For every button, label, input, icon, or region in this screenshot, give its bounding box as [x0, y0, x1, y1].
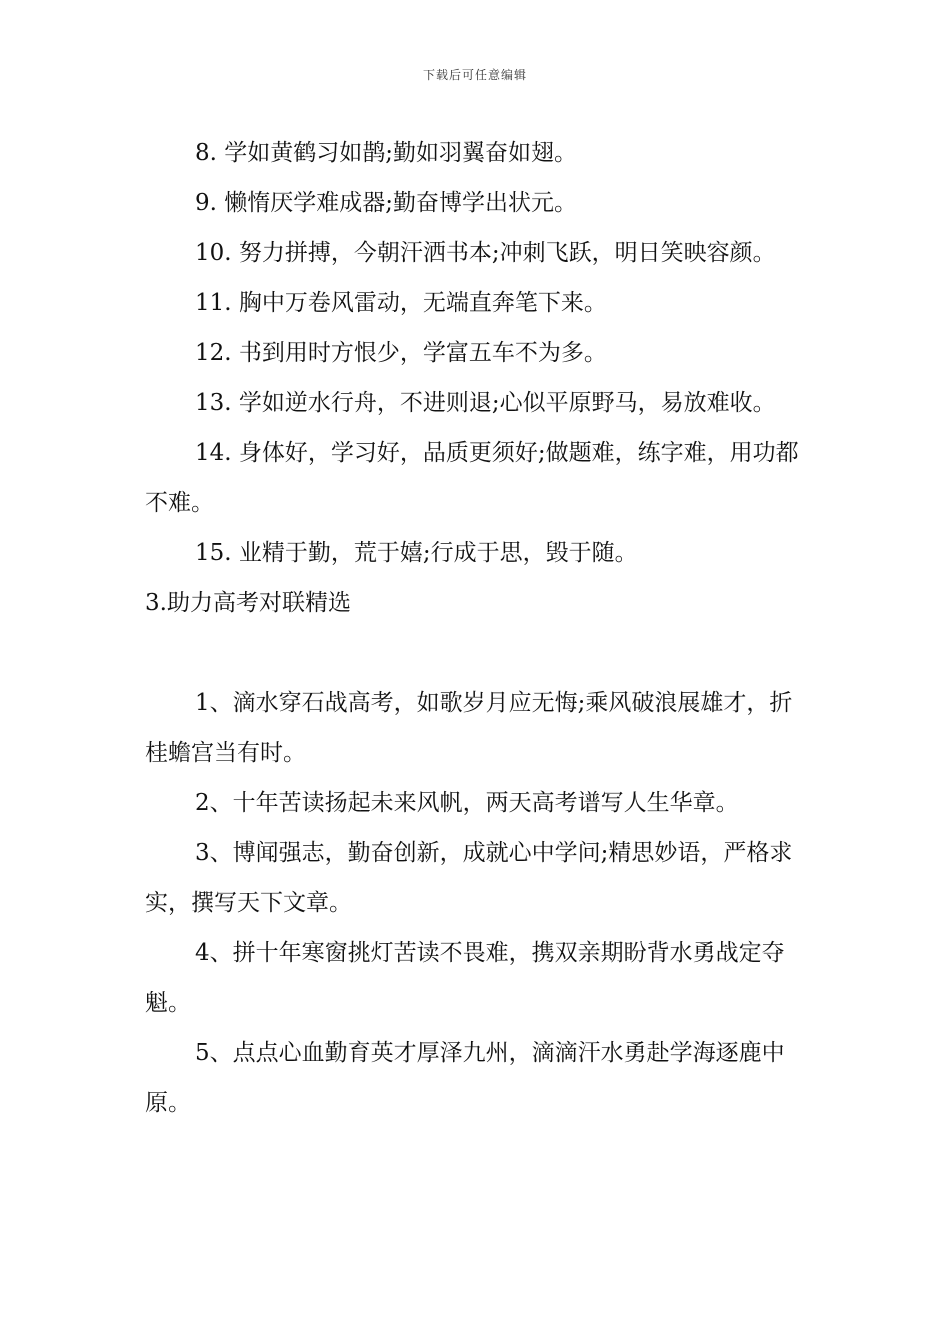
- list-item-11: 11. 胸中万卷风雷动，无端直奔笔下来。: [195, 290, 607, 316]
- couplet-item-2: 2、十年苦读扬起未来风帆，两天高考谱写人生华章。: [195, 790, 739, 816]
- couplet-item-4: 4、拼十年寒窗挑灯苦读不畏难，携双亲期盼背水勇战定夺魁。: [145, 940, 785, 1016]
- section-spacer: [145, 628, 810, 678]
- list-item-13: 13. 学如逆水行舟，不进则退;心似平原野马，易放难收。: [195, 390, 776, 416]
- list-item-8: 8. 学如黄鹤习如鹊;勤如羽翼奋如翅。: [195, 140, 578, 166]
- couplet-item-1: 1、滴水穿石战高考，如歌岁月应无悔;乘风破浪展雄才，折桂蟾宫当有时。: [145, 690, 793, 766]
- list-item-12: 12. 书到用时方恨少，学富五车不为多。: [195, 340, 607, 366]
- list-item-10: 10. 努力拼搏，今朝汗洒书本;冲刺飞跃，明日笑映容颜。: [195, 240, 776, 266]
- list-item-9: 9. 懒惰厌学难成器;勤奋博学出状元。: [195, 190, 578, 216]
- list-item-15: 15. 业精于勤，荒于嬉;行成于思，毁于随。: [195, 540, 638, 566]
- list-item-14: 14. 身体好，学习好，品质更须好;做题难，练字难，用功都不难。: [145, 440, 799, 516]
- couplet-item-3: 3、博闻强志，勤奋创新，成就心中学问;精思妙语，严格求实，撰写天下文章。: [145, 840, 793, 916]
- document-body: [145, 128, 810, 1128]
- couplet-item-5: 5、点点心血勤育英才厚泽九州，滴滴汗水勇赴学海逐鹿中原。: [145, 1040, 785, 1116]
- page-header: 下载后可任意编辑: [422, 68, 527, 82]
- section-heading: 3.助力高考对联精选: [145, 590, 351, 616]
